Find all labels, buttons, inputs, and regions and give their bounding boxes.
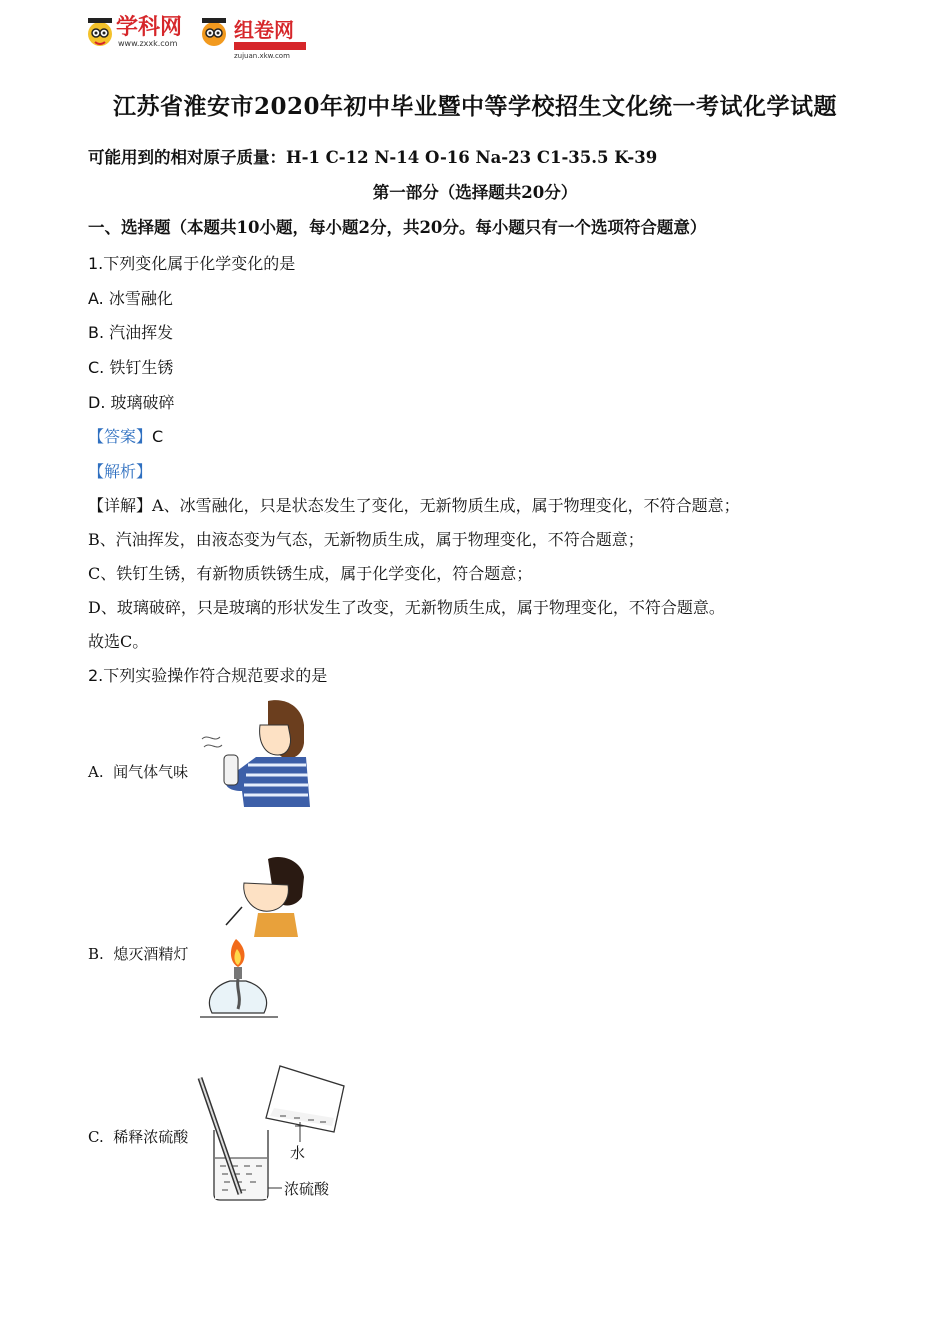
answer-line bbox=[88, 424, 163, 447]
explanation-c: C、铁钉生锈，有新物质铁锈生成，属于化学变化，符合题意； bbox=[88, 564, 533, 583]
section-title: 一、选择题（本题共10小题，每小题2分，共20分。每小题只有一个选项符合题意） bbox=[88, 218, 707, 237]
option-a bbox=[88, 286, 173, 309]
logo2-url: zujuan.xkw.com bbox=[234, 52, 290, 60]
answer-tag: 【答案】 bbox=[88, 427, 153, 446]
site-logo[interactable] bbox=[86, 12, 316, 60]
option-letter: B. bbox=[88, 323, 110, 342]
option-text: 玻璃破碎 bbox=[110, 393, 175, 412]
question-stem: 下列实验操作符合规范要求的是 bbox=[103, 666, 328, 685]
question-stem: 下列变化属于化学变化的是 bbox=[103, 254, 296, 273]
logo2-text: 组卷网 bbox=[234, 18, 294, 42]
figure-dilute-acid bbox=[196, 1060, 356, 1210]
option-letter: A. bbox=[88, 289, 109, 308]
logo1-text: 学科网 bbox=[116, 15, 183, 40]
option-letter: C. bbox=[88, 358, 110, 377]
logo1-url: www.zxxk.com bbox=[118, 39, 178, 48]
part-title: 第一部分（选择题共20分） bbox=[372, 183, 578, 202]
conclusion: 故选C。 bbox=[88, 632, 149, 651]
option-c bbox=[88, 355, 173, 378]
explanation-b: B、汽油挥发，由液态变为气态，无新物质生成，属于物理变化，不符合题意； bbox=[88, 530, 644, 549]
question-number: 1. bbox=[88, 254, 104, 273]
answer-value: C bbox=[152, 427, 164, 446]
question-1 bbox=[88, 251, 295, 274]
figure-smell-gas bbox=[198, 695, 313, 813]
explanation-a bbox=[88, 493, 740, 516]
option-d bbox=[88, 390, 175, 413]
option-text: 稀释浓硫酸 bbox=[113, 1128, 189, 1146]
option-letter: B. bbox=[88, 945, 104, 963]
explanation-text: A、冰雪融化，只是状态发生了变化，无新物质生成，属于物理变化，不符合题意； bbox=[152, 496, 740, 515]
analysis-tag: 【解析】 bbox=[88, 462, 153, 481]
question-2 bbox=[88, 663, 327, 686]
option-text: 冰雪融化 bbox=[108, 289, 173, 308]
option-text: 汽油挥发 bbox=[109, 323, 174, 342]
option-text: 闻气体气味 bbox=[113, 763, 189, 781]
q2-option-a bbox=[88, 761, 188, 782]
owl-mascot-icon bbox=[202, 18, 226, 46]
q2-option-c bbox=[88, 1126, 188, 1147]
option-letter: D. bbox=[88, 393, 111, 412]
option-text: 熄灭酒精灯 bbox=[113, 945, 189, 963]
atomic-masses: 可能用到的相对原子质量：H-1 C-12 N-14 O-16 Na-23 C1-35.5 K-39 bbox=[88, 148, 658, 167]
water-label: 水 bbox=[290, 1144, 306, 1162]
page-title: 江苏省淮安市2020年初中毕业暨中等学校招生文化统一考试化学试题 bbox=[112, 93, 837, 120]
explanation-d: D、玻璃破碎，只是玻璃的形状发生了改变，无新物质生成，属于物理变化，不符合题意。 bbox=[88, 598, 725, 617]
option-text: 铁钉生锈 bbox=[109, 358, 174, 377]
acid-label: 浓硫酸 bbox=[284, 1180, 330, 1198]
q2-option-b bbox=[88, 943, 188, 964]
question-number: 2. bbox=[88, 666, 104, 685]
figure-extinguish-lamp bbox=[198, 853, 310, 1021]
option-letter: C. bbox=[88, 1128, 104, 1146]
owl-mascot-icon bbox=[88, 18, 112, 46]
detail-tag: 【详解】 bbox=[88, 496, 153, 515]
option-letter: A. bbox=[88, 763, 104, 781]
option-b bbox=[88, 320, 173, 343]
